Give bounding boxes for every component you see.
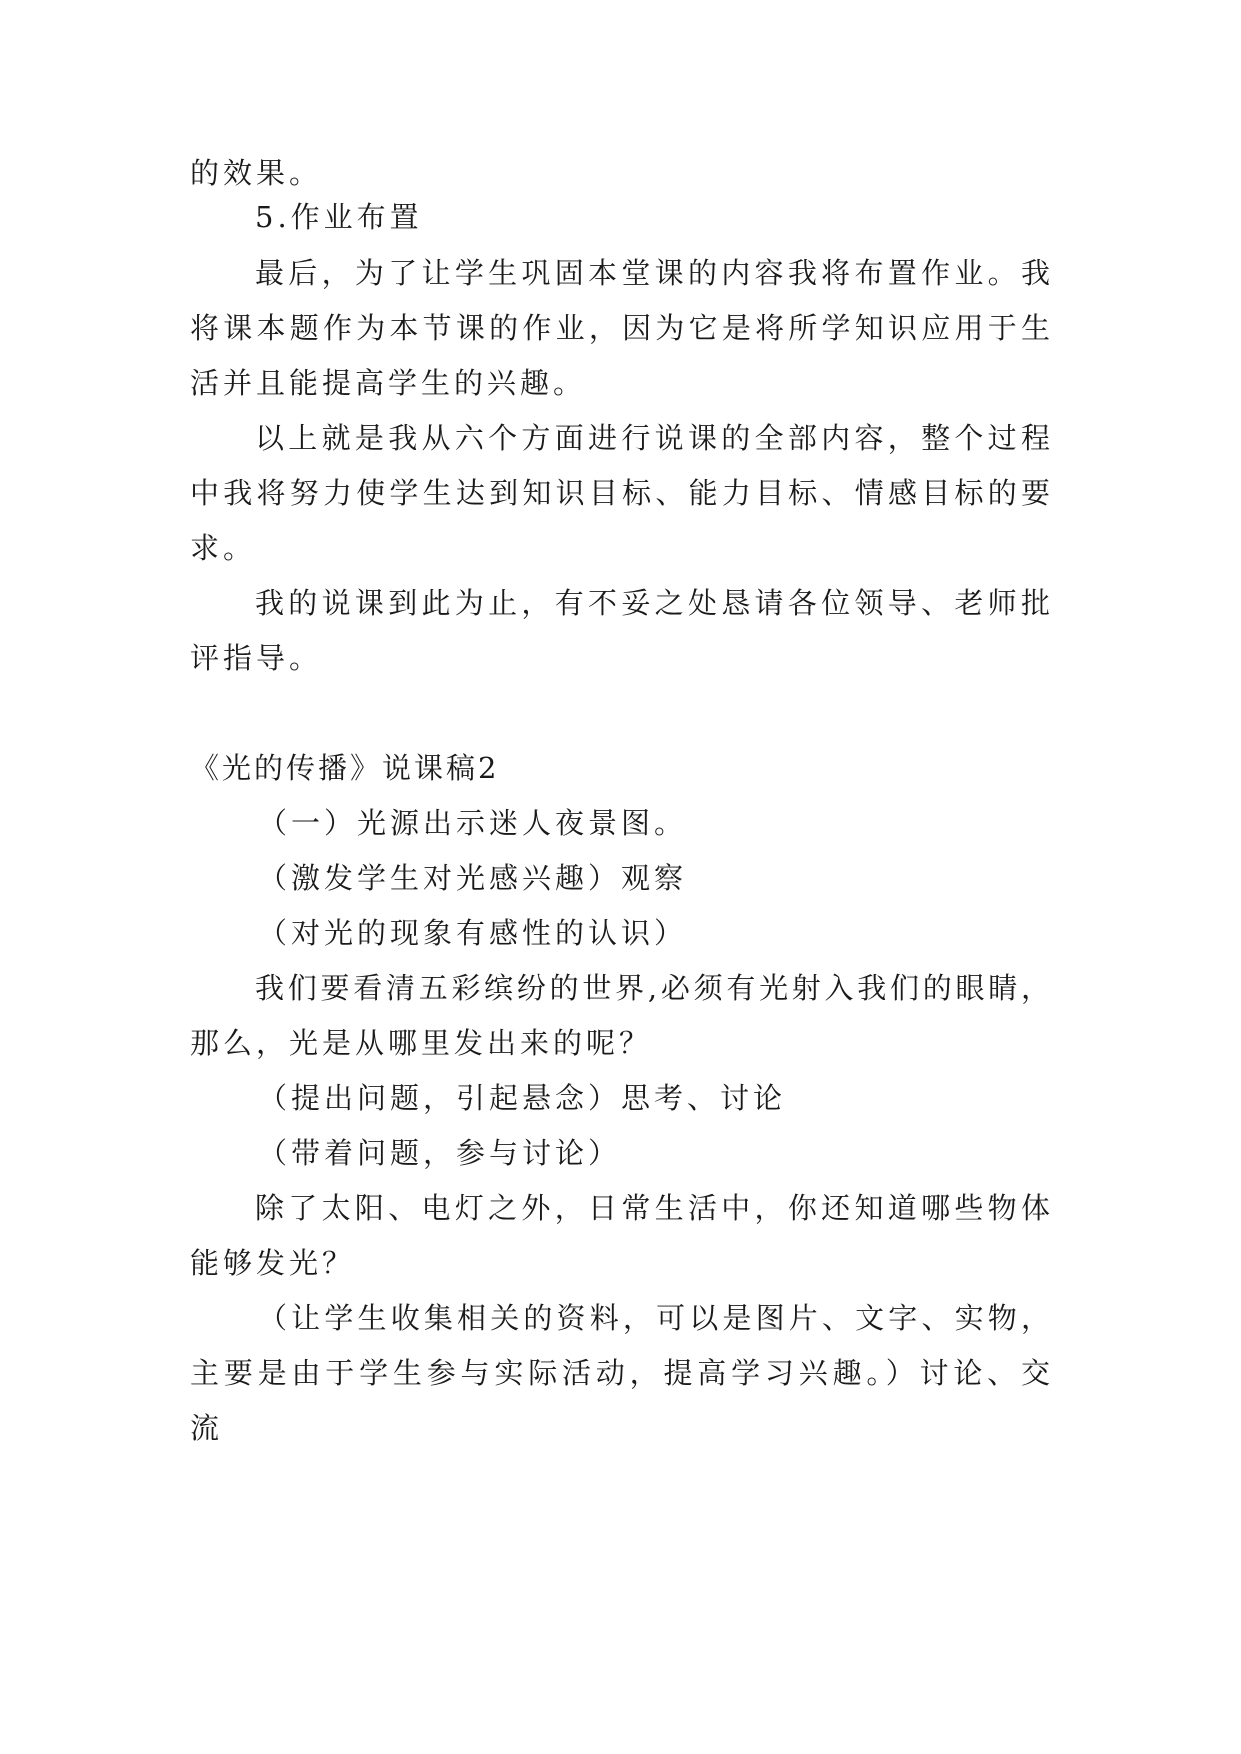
text-line: 最后，为了让学生巩固本堂课的内容我将布置作业。我	[255, 256, 1050, 290]
text-line: 求。	[190, 531, 257, 565]
text-line: （对光的现象有感性的认识）	[258, 916, 688, 950]
text-line: 将课本题作为本节课的作业，因为它是将所学知识应用于生	[190, 311, 1050, 345]
document-title: 《光的传播》说课稿2	[190, 751, 500, 785]
text-line: （激发学生对光感兴趣）观察	[258, 861, 688, 895]
text-line: （带着问题，参与讨论）	[258, 1136, 622, 1170]
text-line: 我们要看清五彩缤纷的世界,必须有光射入我们的眼睛，	[255, 971, 1050, 1005]
text-line: 能够发光？	[190, 1246, 356, 1280]
text-line: 以上就是我从六个方面进行说课的全部内容，整个过程	[255, 421, 1050, 455]
text-line: 我的说课到此为止，有不妥之处恳请各位领导、老师批	[255, 586, 1050, 620]
text-line: （一）光源出示迷人夜景图。	[258, 806, 688, 840]
text-line: 流	[190, 1411, 224, 1445]
text-line: 主要是由于学生参与实际活动，提高学习兴趣。）讨论、交	[190, 1356, 1050, 1390]
text-line: （提出问题，引起悬念）思考、讨论	[258, 1081, 787, 1115]
text-line: 那么，光是从哪里发出来的呢？	[190, 1026, 653, 1060]
text-line: 活并且能提高学生的兴趣。	[190, 366, 587, 400]
text-line: 的效果。	[190, 156, 323, 190]
text-line: （让学生收集相关的资料，可以是图片、文字、实物，	[258, 1301, 1050, 1335]
text-line: 中我将努力使学生达到知识目标、能力目标、情感目标的要	[190, 476, 1050, 510]
text-line: 评指导。	[190, 641, 323, 675]
text-line: 除了太阳、电灯之外，日常生活中，你还知道哪些物体	[255, 1191, 1050, 1225]
section-heading: 5.作业布置	[255, 200, 423, 234]
